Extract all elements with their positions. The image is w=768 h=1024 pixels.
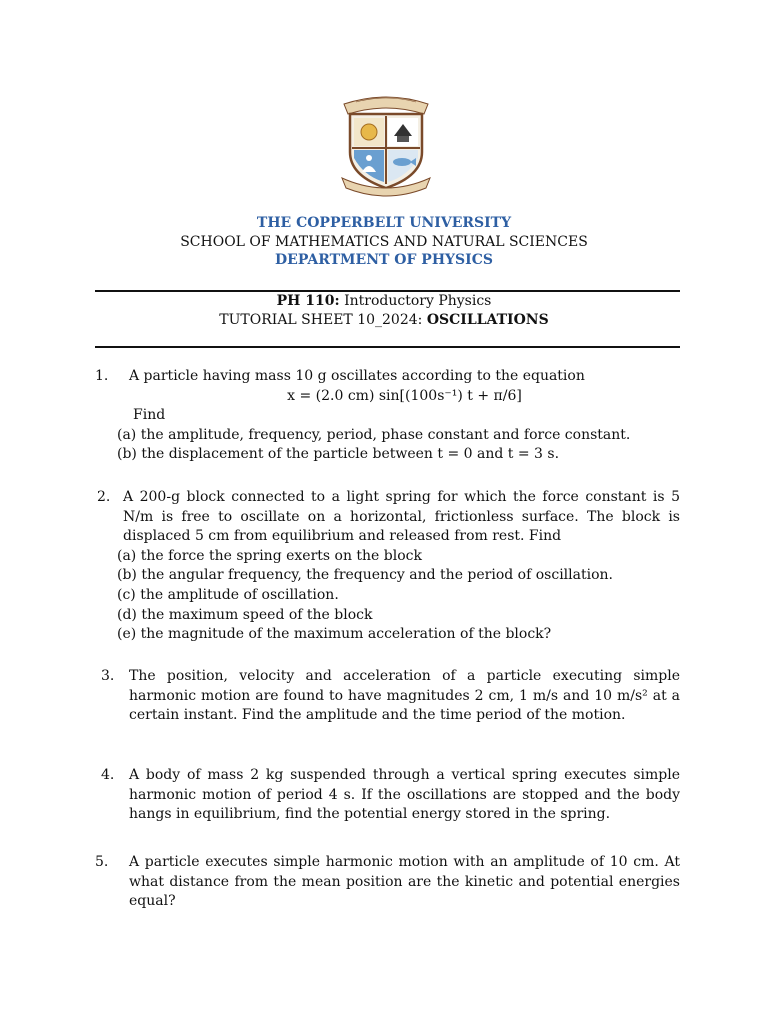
question-number: 2.	[97, 489, 111, 505]
question-part: (b) the angular frequency, the frequency and the period of oscillation.	[117, 567, 613, 584]
question-text: A particle executes simple harmonic motion with an amplitude of 10 cm. At what distance from the mean position are the kinetic and potential energies equal?	[129, 854, 680, 910]
header-divider-bottom	[95, 346, 680, 348]
question-part: (a) the amplitude, frequency, period, phase constant and force constant.	[117, 426, 631, 443]
question-number: 1.	[95, 368, 109, 384]
question-part: (b) the displacement of the particle between t = 0 and t = 3 s.	[117, 446, 560, 463]
question-part: (a) the force the spring exerts on the block	[117, 547, 422, 564]
department-name: DEPARTMENT OF PHYSICS	[275, 252, 493, 268]
sheet-title	[0, 311, 768, 329]
course-code: PH 110:	[276, 293, 340, 309]
university-crest-icon	[336, 92, 436, 200]
sheet-prefix: TUTORIAL SHEET 10_2024:	[219, 312, 427, 328]
question-body	[117, 488, 680, 645]
question-text: A 200-g block connected to a light spring for which the force constant is 5 N/m is free to oscillate on a horizontal, frictionless surface. The block is displaced 5 cm from equilibrium and released from rest. Find	[123, 489, 680, 545]
find-label: Find	[133, 407, 166, 424]
question-body	[129, 766, 680, 825]
course-line	[0, 292, 768, 310]
question-part: (d) the maximum speed of the block	[117, 606, 373, 623]
question-text: The position, velocity and acceleration of a particle executing simple harmonic motion are found to have magnitudes 2 cm, 1 m/s and 10 m/s² at a certain instant. Find the amplitude and the time period of the motion.	[129, 668, 680, 724]
question-text: A particle having mass 10 g oscillates according to the equation	[129, 368, 585, 384]
equation: x = (2.0 cm) sin[(100s⁻¹) t + π/6]	[287, 387, 522, 404]
question-body	[129, 667, 680, 726]
school-name: SCHOOL OF MATHEMATICS AND NATURAL SCIENCES	[180, 234, 588, 250]
question-part: (e) the magnitude of the maximum acceleration of the block?	[117, 626, 552, 643]
question-text: A body of mass 2 kg suspended through a vertical spring executes simple harmonic motion of period 4 s. If the oscillations are stopped and the body hangs in equilibrium, find the potential energy stored in the spring.	[129, 767, 680, 823]
question-number: 3.	[101, 668, 115, 684]
course-name: Introductory Physics	[339, 293, 492, 309]
university-name: THE COPPERBELT UNIVERSITY	[256, 215, 512, 231]
question-body	[117, 367, 680, 465]
sheet-topic: OSCILLATIONS	[426, 312, 549, 328]
question-part: (c) the amplitude of oscillation.	[117, 586, 339, 603]
question-number: 5.	[95, 854, 109, 870]
question-number: 4.	[101, 767, 115, 783]
question-body	[129, 853, 680, 912]
